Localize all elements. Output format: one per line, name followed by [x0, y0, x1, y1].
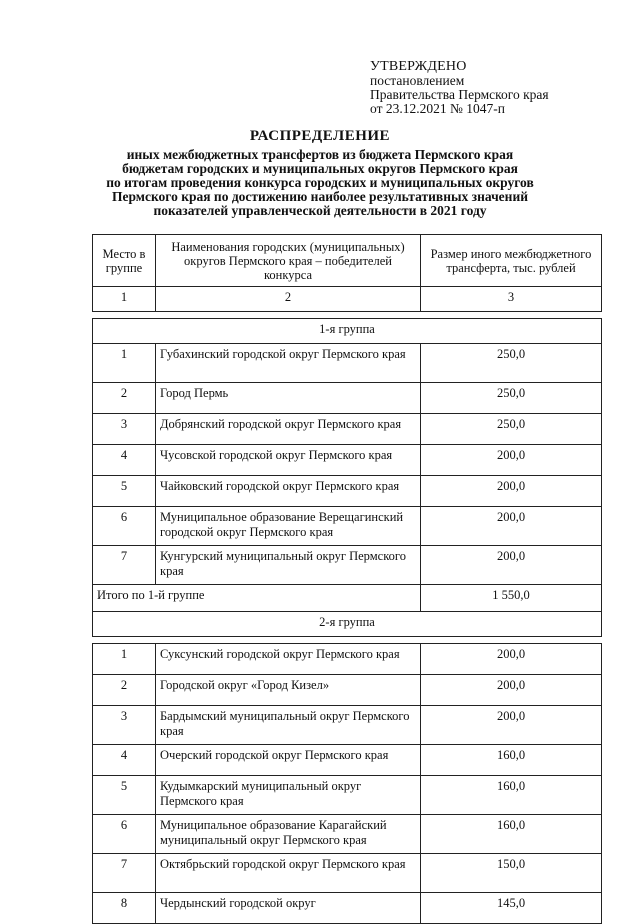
document-title: РАСПРЕДЕЛЕНИЕ	[249, 128, 391, 144]
subtitle-line: Пермского края по достижению наиболее результативных значений	[111, 189, 529, 204]
place-cell: 7	[93, 546, 156, 585]
amount-cell: 200,0	[421, 445, 602, 476]
name-cell: Суксунский городской округ Пермского края	[156, 644, 421, 675]
name-cell: Кудымкарский муниципальный округ Пермского края	[156, 776, 421, 815]
column-number: 2	[156, 287, 421, 312]
approval-line: постановлением	[370, 73, 465, 88]
distribution-table	[92, 234, 602, 924]
spacer-row	[93, 637, 602, 644]
name-cell: Муниципальное образование Верещагинский городской округ Пермского края	[156, 507, 421, 546]
amount-cell: 160,0	[421, 776, 602, 815]
table-row	[93, 414, 602, 445]
approval-block	[370, 60, 549, 116]
table-row	[93, 893, 602, 924]
table-row	[93, 675, 602, 706]
approval-title: УТВЕРЖДЕНО	[370, 59, 467, 74]
group-header-row	[93, 612, 602, 637]
name-cell: Бардымский муниципальный округ Пермского края	[156, 706, 421, 745]
name-cell: Чайковский городской округ Пермского края	[156, 476, 421, 507]
subtitle-line: показателей управленческой деятельности в 2021 году	[153, 203, 487, 218]
amount-cell: 145,0	[421, 893, 602, 924]
approval-line: от 23.12.2021 № 1047-п	[370, 101, 505, 116]
table-row	[93, 445, 602, 476]
table-row	[93, 507, 602, 546]
table-row	[93, 344, 602, 383]
total-value: 1 550,0	[421, 585, 602, 612]
place-cell: 4	[93, 445, 156, 476]
column-number: 1	[93, 287, 156, 312]
place-cell: 6	[93, 507, 156, 546]
subtitle-line: бюджетам городских и муниципальных округов Пермского края	[122, 161, 518, 176]
name-cell: Кунгурский муниципальный округ Пермского края	[156, 546, 421, 585]
document-subtitle	[80, 148, 560, 218]
amount-cell: 200,0	[421, 507, 602, 546]
place-cell: 2	[93, 675, 156, 706]
approval-line: Правительства Пермского края	[370, 87, 549, 102]
total-label: Итого по 1-й группе	[93, 585, 421, 612]
name-cell: Чердынский городской округ	[156, 893, 421, 924]
header-place: Место в группе	[93, 235, 156, 287]
amount-cell: 250,0	[421, 383, 602, 414]
name-cell: Очерский городской округ Пермского края	[156, 745, 421, 776]
place-cell: 1	[93, 644, 156, 675]
header-name: Наименования городских (муниципальных) округов Пермского края – победителей конкурса	[156, 235, 421, 287]
table-row	[93, 644, 602, 675]
spacer-row	[93, 312, 602, 319]
group-header-row	[93, 319, 602, 344]
table-body	[93, 287, 602, 924]
place-cell: 5	[93, 776, 156, 815]
amount-cell: 200,0	[421, 706, 602, 745]
name-cell: Октябрьский городской округ Пермского края	[156, 854, 421, 893]
place-cell: 3	[93, 414, 156, 445]
group-label: 2-я группа	[93, 612, 602, 637]
place-cell: 4	[93, 745, 156, 776]
amount-cell: 160,0	[421, 745, 602, 776]
table-row	[93, 815, 602, 854]
table-row	[93, 854, 602, 893]
table-row	[93, 546, 602, 585]
table-row	[93, 745, 602, 776]
place-cell: 7	[93, 854, 156, 893]
column-number-row	[93, 287, 602, 312]
name-cell: Город Пермь	[156, 383, 421, 414]
name-cell: Добрянский городской округ Пермского края	[156, 414, 421, 445]
table-row	[93, 476, 602, 507]
subtitle-line: по итогам проведения конкурса городских и муниципальных округов	[106, 175, 534, 190]
table-row	[93, 776, 602, 815]
amount-cell: 200,0	[421, 476, 602, 507]
amount-cell: 200,0	[421, 546, 602, 585]
group-label: 1-я группа	[93, 319, 602, 344]
amount-cell: 200,0	[421, 675, 602, 706]
name-cell: Губахинский городской округ Пермского края	[156, 344, 421, 383]
table-row	[93, 706, 602, 745]
amount-cell: 200,0	[421, 644, 602, 675]
header-amount: Размер иного межбюджетного трансферта, тыс. рублей	[421, 235, 602, 287]
place-cell: 1	[93, 344, 156, 383]
amount-cell: 160,0	[421, 815, 602, 854]
amount-cell: 250,0	[421, 414, 602, 445]
place-cell: 3	[93, 706, 156, 745]
name-cell: Чусовской городской округ Пермского края	[156, 445, 421, 476]
amount-cell: 250,0	[421, 344, 602, 383]
name-cell: Муниципальное образование Карагайский муниципальный округ Пермского края	[156, 815, 421, 854]
place-cell: 6	[93, 815, 156, 854]
table-row	[93, 383, 602, 414]
place-cell: 8	[93, 893, 156, 924]
name-cell: Городской округ «Город Кизел»	[156, 675, 421, 706]
amount-cell: 150,0	[421, 854, 602, 893]
place-cell: 5	[93, 476, 156, 507]
column-number: 3	[421, 287, 602, 312]
place-cell: 2	[93, 383, 156, 414]
total-row	[93, 585, 602, 612]
subtitle-line: иных межбюджетных трансфертов из бюджета Пермского края	[126, 147, 514, 162]
